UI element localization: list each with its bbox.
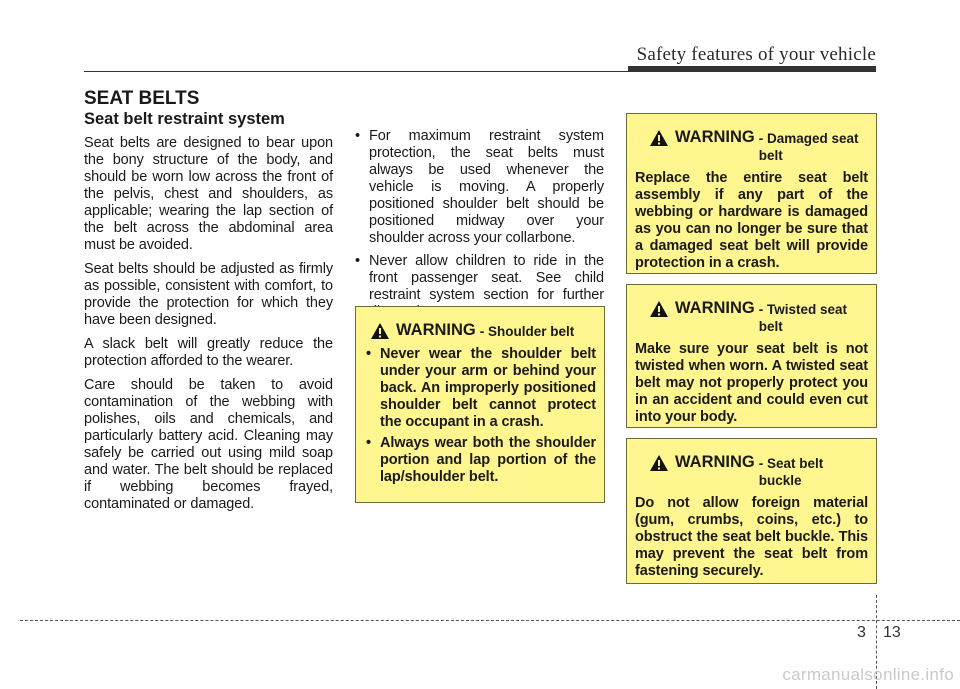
warning-box-twisted-belt: [626, 284, 877, 428]
warning-subtitle: - Seat belt buckle: [758, 456, 824, 488]
warning-label: WARNING: [675, 299, 755, 317]
bullet-icon: •: [355, 128, 360, 144]
warning-label: WARNING: [675, 128, 755, 146]
warning-box-shoulder-belt: [355, 306, 605, 503]
bullet-icon: •: [355, 253, 360, 269]
warning-heading: [649, 299, 876, 335]
chapter-number: 3: [857, 624, 866, 641]
warning-triangle-icon: [649, 300, 669, 318]
warning-box-seat-belt-buckle: [626, 438, 877, 584]
list-item: [366, 346, 596, 431]
warning-list: [366, 346, 596, 486]
paragraph: Seat belts are designed to bear upon the bony structure of the body, and should be worn low across the front of the pelvis, chest and shoulders, as applicable; wearing the lap section of the belt across the abdominal area must be avoided.: [84, 135, 333, 253]
bullet-icon: •: [366, 435, 371, 451]
paragraph: A slack belt will greatly reduce the protection afforded to the wearer.: [84, 336, 333, 369]
middle-column: [355, 128, 604, 327]
warning-body: Make sure your seat belt is not twisted when worn. A twisted seat belt may not properly protect you in an accident and could even cut into your body.: [635, 341, 868, 425]
warning-label: WARNING: [675, 453, 755, 471]
list-item-text: Never allow children to ride in the front passenger seat. See child restraint system section for further: [369, 253, 604, 303]
warning-subtitle: - Damaged seat belt: [758, 131, 859, 163]
page-number: 13: [883, 624, 901, 641]
warning-body: Do not allow foreign material (gum, crumbs, coins, etc.) to obstruct the seat belt buckle. This may prevent the seat belt from fastening securely.: [635, 495, 868, 579]
list-item-text: For maximum restraint system protection, the seat belts must always be used whenever the vehicle is moving. A properly positioned shoulder belt should be positioned midway over your shoulder across your collarbone.: [369, 128, 604, 246]
bullet-list: [355, 128, 604, 321]
warning-heading: [370, 321, 604, 340]
list-item-text: Always wear both the shoulder portion and lap portion of the lap/shoulder belt.: [380, 435, 596, 485]
list-item: [366, 435, 596, 486]
list-item: [355, 128, 604, 247]
watermark: carmanualsonline.info: [782, 665, 954, 684]
warning-subtitle: - Twisted seat belt: [758, 302, 848, 334]
warning-triangle-icon: [649, 129, 669, 147]
warning-heading: [649, 453, 876, 489]
warning-triangle-icon: [649, 454, 669, 472]
subheading: Seat belt restraint system: [84, 110, 285, 128]
warning-label: WARNING: [396, 321, 476, 339]
footer-rule: [20, 620, 960, 621]
header-rule-accent: [628, 66, 876, 72]
warning-body: Replace the entire seat belt assembly if any part of the webbing or hardware is damaged as you can no longer be sure that a damaged seat belt will provide protection in a crash.: [635, 170, 868, 271]
section-title: SEAT BELTS: [84, 88, 200, 109]
header-title: Safety features of your vehicle: [636, 44, 876, 65]
warning-triangle-icon: [370, 322, 390, 340]
warning-heading: [649, 128, 876, 164]
warning-subtitle: - Shoulder belt: [479, 324, 575, 339]
list-item-text: Never wear the shoulder belt under your arm or behind your back. An improperly positioned shoulder belt cannot protect the occupant in a crash.: [380, 346, 596, 430]
bullet-icon: •: [366, 346, 371, 362]
left-column: [84, 110, 333, 520]
paragraph: Care should be taken to avoid contamination of the webbing with polishes, oils and chemicals, and particularly battery acid. Cleaning may safely be carried out using mild soap and water. The belt should be replaced if webbing becomes frayed, contaminated or damaged.: [84, 377, 333, 512]
warning-box-damaged-belt: [626, 113, 877, 274]
paragraph: Seat belts should be adjusted as firmly as possible, consistent with comfort, to provide the protection for which they have been designed.: [84, 261, 333, 328]
